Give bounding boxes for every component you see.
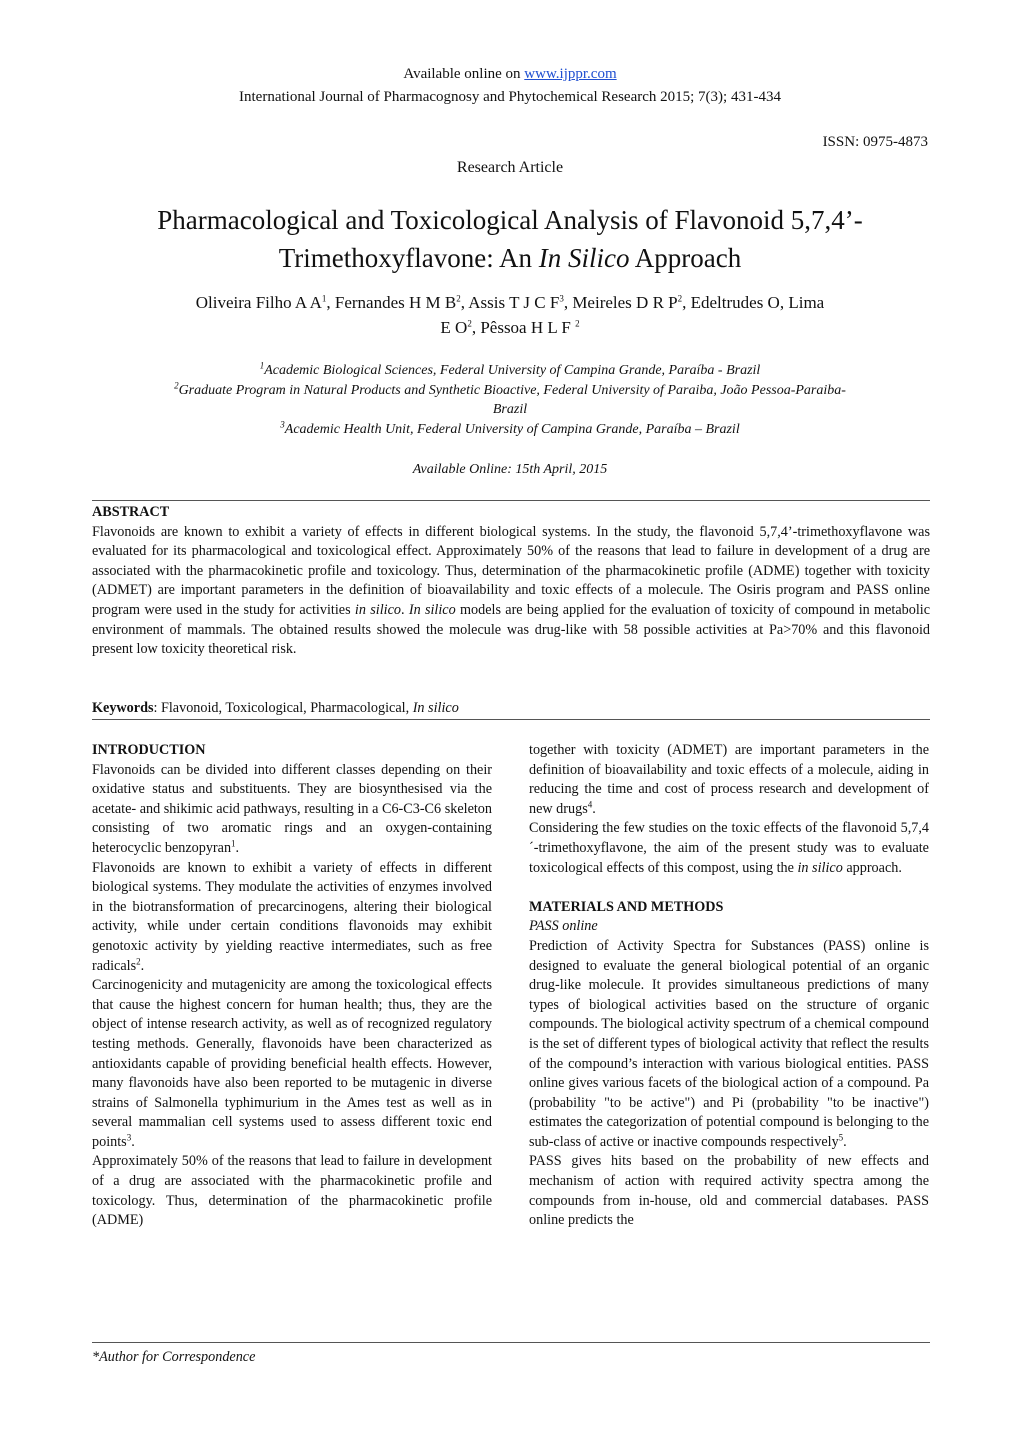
abstract-heading: ABSTRACT xyxy=(92,504,170,520)
affiliations xyxy=(0,361,1020,439)
title-line-1: Pharmacological and Toxicological Analysis of Flavonoid 5,7,4’- xyxy=(157,205,863,235)
affiliation-2: $^2$Graduate Program in Natural Products and Synthetic Bioactive, Federal University of Paraiba, João Pessoa-Paraiba- xyxy=(174,379,846,398)
intro-paragraph-1: Flavonoids can be divided into different classes depending on their oxidative status and substituents. They are biosynthesised via the acetate- and shikimic acid pathways, resulting in a C6-C3-C6 skeleton consisting of two aromatic rings and an oxygen-containing heterocyclic benzopyran$^1$. xyxy=(92,761,492,856)
intro-paragraph-3: Carcinogenicity and mutagenicity are among the toxicological effects that cause the highest concern for human health; thus, they are the object of intense research activity, as well as of recognized regulatory testing methods. Generally, flavonoids have been characterized as antioxidants capable of providing beneficial health effects. However, many flavonoids have also been reported to be mutagenic in diverse strains of Salmonella typhimurium in the Ames test as well as in several mammalian cell systems used to assess different toxic end points$^3$. xyxy=(92,977,492,1150)
footnote-rule xyxy=(92,1342,930,1343)
journal-citation: International Journal of Pharmacognosy and Phytochemical Research 2015; 7(3); 431-434 xyxy=(239,89,781,105)
keywords-label: Keywords xyxy=(92,700,154,716)
pass-paragraph-1: Prediction of Activity Spectra for Substances (PASS) online is designed to evaluate the general biological potential of an organic drug-like molecule. It provides simultaneous predictions of many types of biological activities based on the structure of organic compounds. The biological activity spectrum of a chemical compound is the set of different types of biological activity that reflect the results of the compound’s interaction with various biological entities. PASS online gives various facets of the biological action of a compound. Pa (probability "to be active") and Pi (probability "to be inactive") estimates the categorization of potential compound is belonging to the sub-class of active or inactive compounds respectively$^5$. xyxy=(529,937,929,1150)
author-list: Oliveira Filho A $A^1$, Fernandes H M $B^2$, Assis T J C $F^3$, Meireles D R $P^2$, Edeltrudes O, Lima E $O^2$, Pêssoa H L F $^2$ xyxy=(195,293,825,337)
journal-url-link[interactable]: www.ijppr.com xyxy=(524,66,617,82)
affiliation-3: $^3$Academic Health Unit, Federal University of Campina Grande, Paraíba – Brazil xyxy=(280,418,740,437)
intro-paragraph-2: Flavonoids are known to exhibit a variety of effects in different biological systems. They modulate the activities of enzymes involved in the biotransformation of precarcinogens, altering their biological activity, while under certain conditions flavonoids may exhibit genotoxic activity by yielding reactive intermediates, such as free radicals$^2$. xyxy=(92,859,492,974)
title-line-2: Trimethoxyflavone: An In Silico Approach xyxy=(278,243,742,273)
availability-line xyxy=(0,64,1020,84)
paper-title xyxy=(0,201,1020,277)
available-online-date: Available Online: 15th April, 2015 xyxy=(412,462,608,477)
affiliation-2-cont: Brazil xyxy=(492,402,528,417)
materials-methods-heading: MATERIALS AND METHODS xyxy=(529,898,724,915)
correspondence-footnote: *Author for Correspondence xyxy=(92,1349,256,1365)
keywords: Keywords: Flavonoid, Toxicological, Pharmacological, In silico xyxy=(92,700,459,716)
abstract-top-rule xyxy=(92,500,930,501)
right-paragraph-2: Considering the few studies on the toxic effects of the flavonoid 5,7,4´-trimethoxyflavone, the aim of the present study was to evaluate toxicological effects of this compost, using the in silico approach. xyxy=(529,820,929,876)
abstract xyxy=(92,503,930,660)
pass-online-subheading: PASS online xyxy=(529,918,598,935)
abstract-body: Flavonoids are known to exhibit a variety of effects in different biological systems. In the study, the flavonoid 5,7,4’-trimethoxyflavone was evaluated for its pharmacological and toxicological effect. Approximately 50% of the reasons that lead to failure in development of a drug are associated with the pharmacokinetic profile and toxicology. Thus, determination of the pharmacokinetic profile (ADME) together with toxicity (ADMET) are important parameters in the definition of bioavailability and toxic effects of a molecule. The Osiris program and PASS online program were used in the study for activities in silico. In silico models are being applied for the evaluation of toxicity of compound in metabolic environment of mammals. The obtained results showed the molecule was drug-like with 58 possible activities at Pa>70% and this flavonoid present low toxicity theoretical risk. xyxy=(92,523,930,658)
intro-paragraph-4: Approximately 50% of the reasons that lead to failure in development of a drug are associated with the pharmacokinetic profile and toxicology. Thus, determination of the pharmacokinetic profile (ADME) xyxy=(92,1153,492,1229)
affiliation-1: $^1$Academic Biological Sciences, Federal University of Campina Grande, Paraíba - Brazil xyxy=(259,360,761,378)
pass-paragraph-2: PASS gives hits based on the probability of new effects and mechanism of action with required activity spectra among the compounds from in-house, old and commercial databases. PASS online predicts the xyxy=(529,1153,929,1229)
left-column xyxy=(92,741,492,1231)
available-prefix: Available online on xyxy=(403,66,525,82)
right-paragraph-1: together with toxicity (ADMET) are important parameters in the definition of bioavailability and toxic effects of a molecule, aiding in reducing the time and cost of process research and development of new drugs$^4$. xyxy=(529,742,929,817)
issn: ISSN: 0975-4873 xyxy=(822,134,928,150)
introduction-heading: INTRODUCTION xyxy=(92,742,206,758)
article-type: Research Article xyxy=(456,159,564,176)
right-column xyxy=(529,741,929,1231)
abstract-bottom-rule xyxy=(92,719,930,720)
